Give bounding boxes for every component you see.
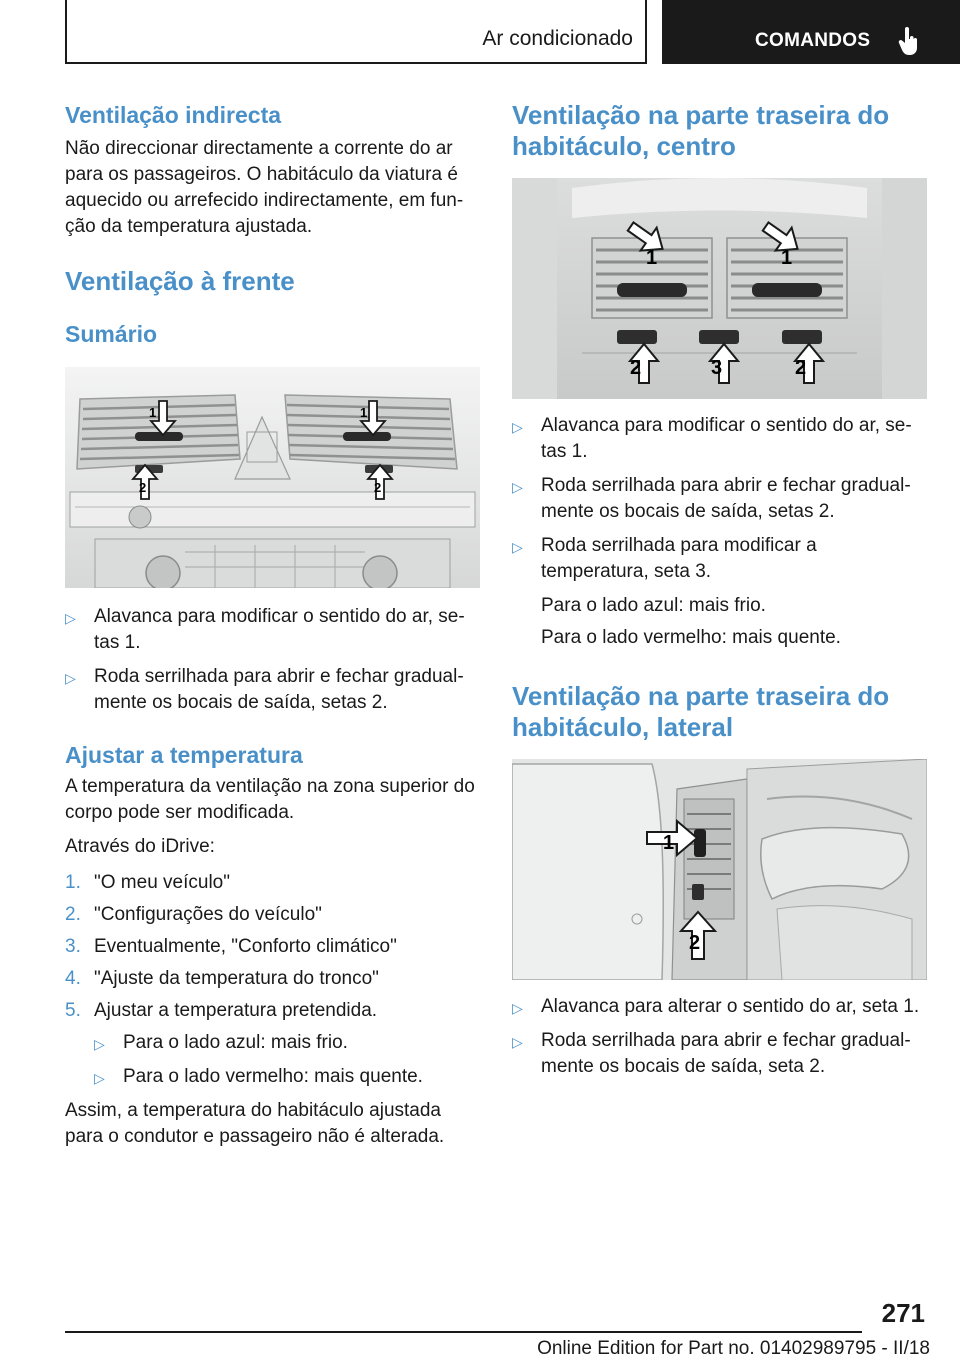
front-vents-illustration: [65, 367, 480, 588]
step-text: "Configurações do veículo": [94, 904, 322, 925]
triangle-bullet-icon: ▷: [512, 1034, 523, 1050]
paragraph-idrive: Através do iDrive:: [65, 836, 215, 857]
heading-adjust-temperature: Ajustar a temperatura: [65, 742, 303, 768]
figure-label: 1: [663, 832, 675, 854]
pointing-hand-icon: [898, 27, 920, 55]
step-number: 1.: [65, 872, 81, 893]
triangle-bullet-icon: ▷: [512, 1000, 523, 1016]
heading-rear-side: Ventilação na parte traseira do habitáculo, lateral: [512, 681, 890, 742]
triangle-bullet-icon: ▷: [94, 1036, 105, 1052]
header-section-title: Ar condicionado: [482, 27, 633, 50]
rear-center-legend: [512, 413, 927, 585]
triangle-bullet-icon: ▷: [512, 539, 523, 555]
list-item: [512, 533, 927, 585]
rear-side-vent-figure: [512, 759, 927, 980]
paragraph-adjust: A temperatura da ventilação na zona superior do corpo pode ser modificada.: [65, 776, 475, 823]
left-column: [65, 100, 480, 1150]
figure-label: 1: [360, 405, 368, 420]
figure-label: 2: [374, 480, 382, 495]
right-column: [512, 100, 927, 1088]
list-item-text: Roda serrilhada para modificar a temperatura, seta 3.: [541, 535, 817, 582]
heading-front-ventilation: Ventilação à frente: [65, 266, 295, 296]
triangle-bullet-icon: ▷: [65, 670, 76, 686]
triangle-bullet-icon: ▷: [65, 610, 76, 626]
paragraph-red-side: Para o lado vermelho: mais quente.: [541, 627, 841, 648]
list-item: [65, 966, 480, 992]
header-tab-label: COMANDOS: [755, 30, 871, 51]
list-item: [512, 413, 927, 465]
header-section-box: [65, 0, 647, 64]
list-item-text: Roda serrilhada para abrir e fechar gradualmente os bocais de saída, seta 2.: [541, 1030, 911, 1077]
heading-rear-center: Ventilação na parte traseira do habitáculo, centro: [512, 100, 890, 161]
step-number: 2.: [65, 904, 81, 925]
step-text: Eventualmente, "Conforto climático": [94, 936, 397, 957]
list-item-text: Roda serrilhada para abrir e fechar gradualmente os bocais de saída, setas 2.: [541, 475, 911, 522]
list-item: [65, 664, 480, 716]
step-number: 3.: [65, 936, 81, 957]
step-text: Ajustar a temperatura pretendida.: [94, 1000, 378, 1021]
step-number: 4.: [65, 968, 81, 989]
list-item-text: Alavanca para alterar o sentido do ar, seta 1.: [541, 996, 920, 1017]
temperature-sub-list: [65, 1030, 480, 1090]
figure-label: 1: [781, 247, 793, 269]
paragraph-result: Assim, a temperatura do habitáculo ajustada para o condutor e passageiro não é alterada.: [65, 1100, 445, 1147]
step-number: 5.: [65, 1000, 81, 1021]
figure-label: 1: [149, 405, 157, 420]
rear-center-vents-illustration: [512, 178, 927, 399]
heading-summary: Sumário: [65, 321, 158, 347]
list-item-text: Para o lado azul: mais frio.: [123, 1032, 348, 1053]
list-item-text: Alavanca para modificar o sentido do ar, setas 1.: [94, 606, 465, 653]
figure-label: 2: [795, 357, 807, 379]
figure-label: 2: [630, 357, 642, 379]
list-item: [65, 1064, 480, 1090]
heading-indirect-ventilation: Ventilação indirecta: [65, 102, 282, 128]
list-item-text: Roda serrilhada para abrir e fechar gradualmente os bocais de saída, setas 2.: [94, 666, 464, 713]
list-item: [512, 473, 927, 525]
list-item: [512, 994, 927, 1020]
rear-side-vent-illustration: [512, 759, 927, 980]
paragraph-blue-side: Para o lado azul: mais frio.: [541, 595, 766, 616]
footer-edition: Online Edition for Part no. 01402989795 - II/18: [537, 1338, 930, 1359]
list-item: [65, 870, 480, 896]
list-item: [65, 998, 480, 1024]
step-text: "Ajuste da temperatura do tronco": [94, 968, 379, 989]
list-item-text: Alavanca para modificar o sentido do ar, setas 1.: [541, 415, 912, 462]
list-item: [65, 902, 480, 928]
list-item: [65, 1030, 480, 1056]
header-chapter-tab: [662, 0, 960, 64]
triangle-bullet-icon: ▷: [512, 419, 523, 435]
step-text: "O meu veículo": [94, 872, 230, 893]
list-item: [65, 604, 480, 656]
rear-side-legend: [512, 994, 927, 1080]
figure-label: 1: [646, 247, 658, 269]
rear-center-vents-figure: [512, 178, 927, 399]
list-item: [65, 934, 480, 960]
figure-label: 2: [689, 932, 701, 954]
triangle-bullet-icon: ▷: [94, 1070, 105, 1086]
paragraph-indirect: Não direccionar directamente a corrente do ar para os passageiros. O habitáculo da viatura é aquecido ou arrefecido indirectamente, em função da temperatura ajustada.: [65, 138, 464, 237]
front-vents-legend: [65, 604, 480, 716]
idrive-steps: [65, 870, 480, 1024]
figure-label: 2: [139, 480, 147, 495]
triangle-bullet-icon: ▷: [512, 479, 523, 495]
footer-divider: [65, 1331, 862, 1333]
front-vents-figure: [65, 367, 480, 588]
list-item-text: Para o lado vermelho: mais quente.: [123, 1066, 423, 1087]
figure-label: 3: [711, 357, 723, 379]
list-item: [512, 1028, 927, 1080]
page-number: 271: [881, 1298, 925, 1328]
